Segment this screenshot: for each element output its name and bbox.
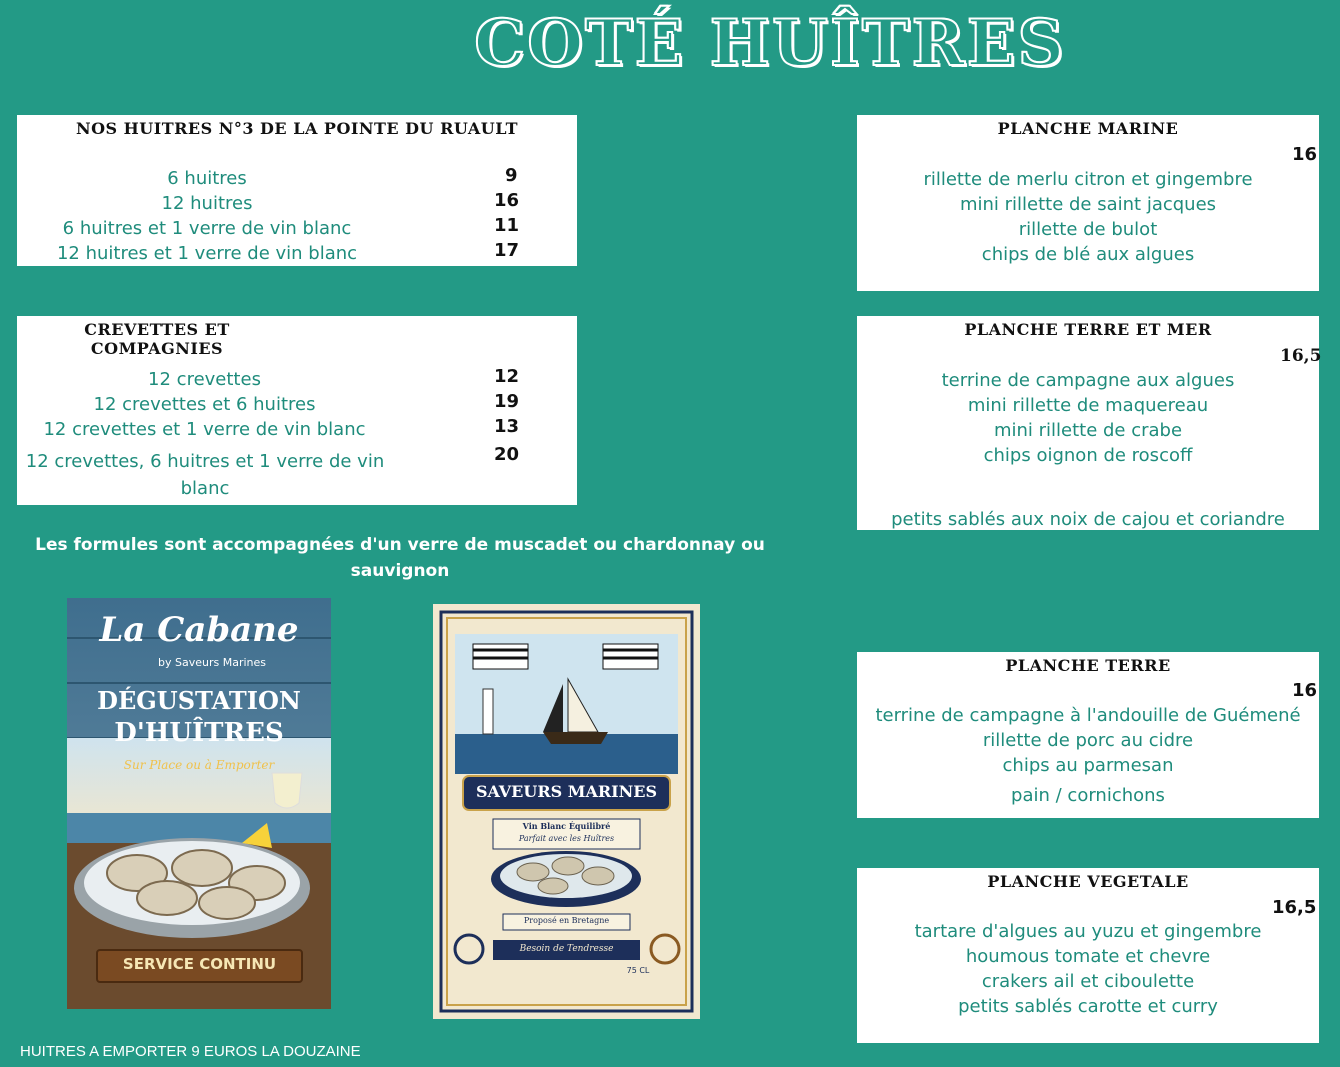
huitres-price: 11 [494,215,520,236]
huitres-price: 17 [494,240,520,261]
la-cabane-tagline: Sur Place ou à Emporter [123,758,275,772]
planche-terre-price: 16 [1292,680,1318,701]
planche-vegetale-price: 16,5 [1272,897,1317,918]
saveurs-marines-illustration [433,604,700,1019]
huitres-item: 12 huitres [161,193,253,214]
la-cabane-poster [67,598,331,1009]
formules-note: Les formules sont accompagnées d'un verre de muscadet ou chardonnay ou sauvignon [35,535,765,581]
la-cabane-brand: La Cabane [99,610,299,650]
la-cabane-headline: D'HUÎTRES [114,718,284,748]
crevettes-price: 13 [494,416,520,437]
planche-terre-item: terrine de campagne à l'andouille de Guémené [875,705,1301,726]
la-cabane-headline: DÉGUSTATION [97,686,301,715]
planche-terre-mer-section [857,316,1322,530]
planche-terre-item: pain / cornichons [1011,785,1165,806]
planche-vegetale-item: petits sablés carotte et curry [958,996,1218,1017]
saveurs-marines-line1: Vin Blanc Équilibré [522,821,611,831]
huitres-price: 9 [505,165,518,186]
crevettes-price: 12 [494,366,520,387]
huitres-item: 12 huitres et 1 verre de vin blanc [56,243,358,264]
huitres-item: 6 huitres et 1 verre de vin blanc [62,218,352,239]
crevettes-price: 19 [494,391,520,412]
planche-vegetale-item: crakers ail et ciboulette [981,971,1195,992]
planche-marine-item: rillette de merlu citron et gingembre [923,169,1253,190]
crevettes-price: 20 [494,444,520,465]
saveurs-marines-name: SAVEURS MARINES [475,782,658,801]
planche-terre-mer-item: mini rillette de maquereau [967,395,1209,416]
planche-vegetale-item: houmous tomate et chevre [965,946,1211,967]
planche-terre-mer-item: chips oignon de roscoff [983,445,1193,466]
planche-terre-item: rillette de porc au cidre [982,730,1194,751]
huitres-item: 6 huitres [167,168,247,189]
crevettes-title: CREVETTES ET COMPAGNIES [84,320,230,358]
saveurs-marines-line2: Parfait avec les Huîtres [518,834,615,843]
planche-marine-item: mini rillette de saint jacques [959,194,1217,215]
planche-terre-section [857,652,1319,818]
planche-marine-price: 16 [1292,144,1318,165]
planche-terre-mer-item: terrine de campagne aux algues [941,370,1235,391]
huitres-title: NOS HUITRES N°3 DE LA POINTE DU RUAULT [75,119,519,138]
planche-marine-item: rillette de bulot [1018,219,1158,240]
huitres-price: 16 [494,190,520,211]
la-cabane-banner: SERVICE CONTINU [122,955,277,973]
planche-terre-mer-title: PLANCHE TERRE ET MER [964,320,1212,339]
crevettes-item: 12 crevettes et 1 verre de vin blanc [43,419,366,440]
saveurs-marines-volume: 75 CL [626,966,650,975]
planche-marine-section [857,115,1319,291]
planche-marine-item: chips de blé aux algues [981,244,1195,265]
saveurs-marines-poster [433,604,700,1019]
crevettes-item: 12 crevettes [148,369,261,390]
la-cabane-brand-sub: by Saveurs Marines [158,656,266,669]
saveurs-marines-origin: Proposé en Bretagne [523,916,610,925]
planche-terre-mer-item: petits sablés aux noix de cajou et coriandre [891,509,1285,530]
planche-vegetale-title: PLANCHE VEGETALE [987,872,1189,891]
planche-vegetale-section [857,868,1319,1043]
crevettes-item: 12 crevettes et 6 huitres [93,394,316,415]
emporter-note: HUITRES A EMPORTER 9 EUROS LA DOUZAINE [20,1043,361,1060]
planche-terre-item: chips au parmesan [1002,755,1174,776]
planche-vegetale-item: tartare d'algues au yuzu et gingembre [914,921,1262,942]
crevettes-item: 12 crevettes, 6 huitres et 1 verre de vin blanc [25,451,385,499]
planche-terre-title: PLANCHE TERRE [1005,656,1171,675]
planche-terre-mer-price: 16,5 [1280,346,1322,366]
planche-terre-mer-item: mini rillette de crabe [993,420,1183,441]
planche-marine-title: PLANCHE MARINE [997,119,1179,138]
saveurs-marines-cuvee: Besoin de Tendresse [519,944,614,954]
crevettes-section [17,316,577,505]
page-title: COTÉ HUÎTRES [474,6,1066,81]
huitres-section [17,115,577,266]
